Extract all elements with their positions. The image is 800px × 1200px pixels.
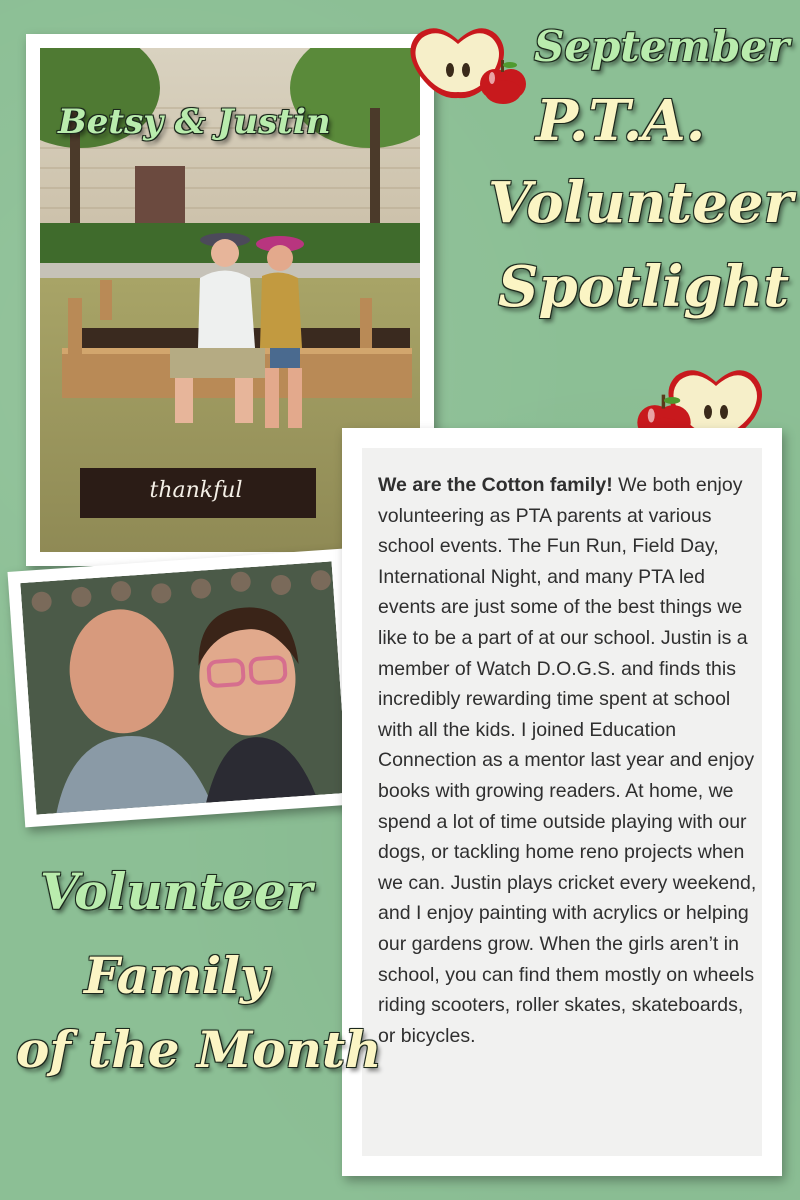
header-spotlight: Spotlight	[498, 254, 790, 320]
story-body: We both enjoy volunteering as PTA parents at various school events. The Fun Run, Field Day, International Night, and many PTA led events are just some of the best things we like to be a part of at our school. Justin is a member of Watch D.O.G.S. and finds this incredibly rewarding time spent at school with all the kids. I joined Education Connection as a mentor last year and enjoy books with growing readers. At home, we spend a lot of time outside playing with our dogs, or tackling home reno projects when we can. Justin plays cricket every weekend, and I enjoy painting with acrylics or helping our gardens grow. When the girls aren’t in school, you can find them mostly on wheels riding scooters, roller skates, skateboards, or bicycles.	[378, 474, 757, 1047]
footer-of-the-month: of the Month	[16, 1020, 382, 1079]
header-pta: P.T.A.	[536, 88, 706, 154]
selfie-photo-art	[20, 561, 347, 814]
photo-caption-names: Betsy & Justin	[58, 102, 331, 142]
story-paragraph	[378, 470, 760, 1051]
footer-family: Family	[84, 946, 270, 1005]
selfie-photo-card	[7, 549, 360, 828]
red-apple-icon	[478, 56, 528, 106]
story-lead: We are the Cotton family!	[378, 474, 613, 496]
selfie-photo	[20, 561, 347, 814]
story-card-inner	[362, 448, 762, 1156]
footer-volunteer: Volunteer	[40, 862, 313, 921]
header-volunteer: Volunteer	[488, 170, 793, 236]
thankful-sign-text: thankful	[149, 478, 243, 503]
story-card	[342, 428, 782, 1176]
header-month: September	[534, 22, 790, 71]
